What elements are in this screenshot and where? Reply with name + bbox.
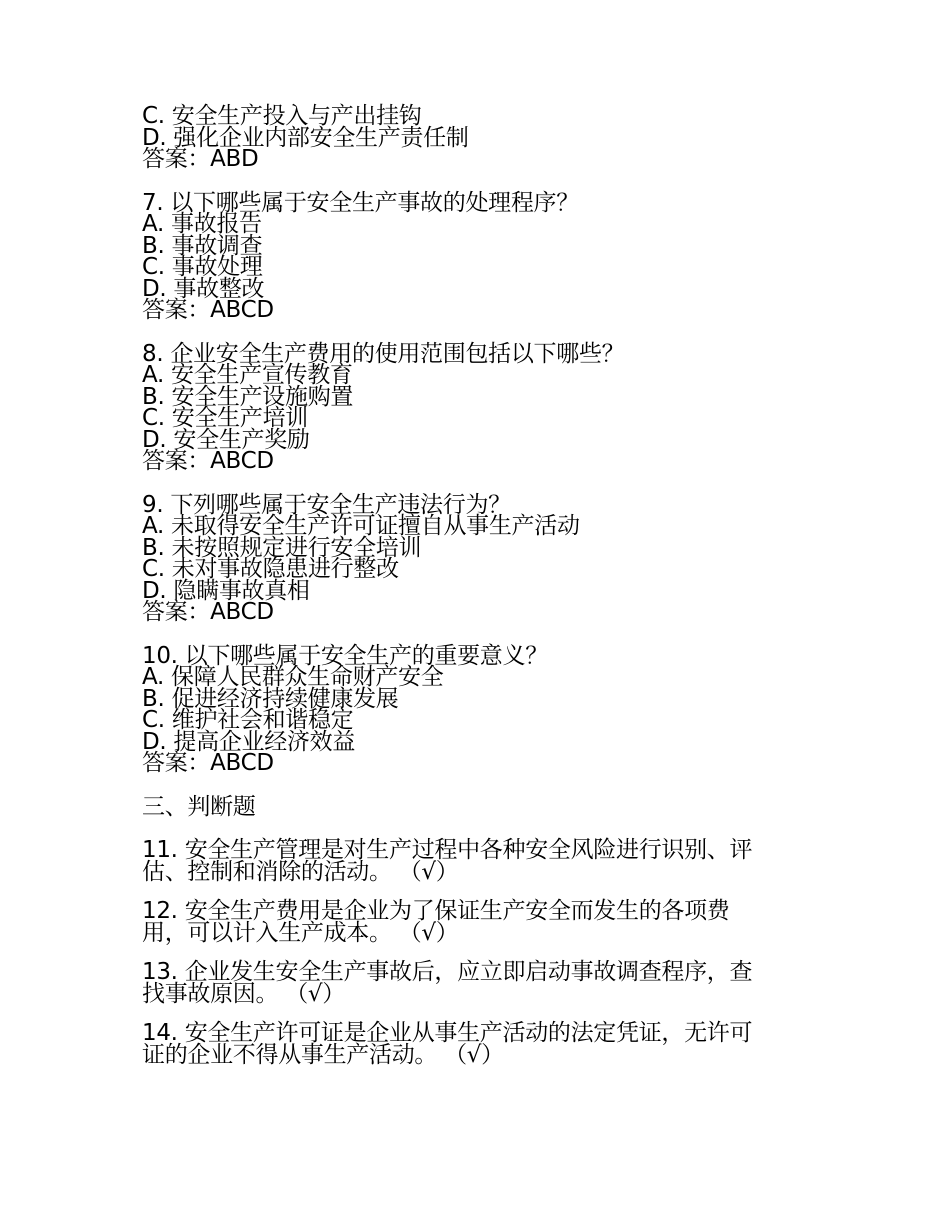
answer: 答案：ABCD — [142, 599, 274, 625]
tf-question-13 — [142, 959, 812, 1007]
tf-line-1: 13. 企业发生安全生产事故后，应立即启动事故调查程序，查 — [142, 959, 753, 985]
tf-line-2: 找事故原因。 （√） — [142, 980, 345, 1007]
option-c: C. 维护社会和谐稳定 — [142, 707, 354, 733]
option-c: C. 安全生产培训 — [142, 405, 308, 431]
tf-line-1: 11. 安全生产管理是对生产过程中各种安全风险进行识别、评 — [142, 837, 753, 863]
tf-question-11 — [142, 837, 812, 885]
option-c: C. 事故处理 — [142, 254, 263, 280]
answer: 答案：ABD — [142, 146, 259, 172]
tf-question-14 — [142, 1020, 812, 1068]
option-a: A. 保障人民群众生命财产安全 — [142, 664, 444, 690]
option-b: B. 安全生产设施购置 — [142, 383, 354, 410]
option-b: B. 未按照规定进行安全培训 — [142, 534, 422, 561]
question-8 — [142, 340, 812, 474]
question-10 — [142, 642, 812, 776]
tf-line-1: 14. 安全生产许可证是企业从事生产活动的法定凭证，无许可 — [142, 1020, 753, 1046]
document-page — [142, 103, 812, 1068]
tf-line-2: 证的企业不得从事生产活动。 （√） — [142, 1041, 504, 1068]
option-d: D. 事故整改 — [142, 275, 265, 302]
answer: 答案：ABCD — [142, 750, 274, 776]
tf-line-2: 估、控制和消除的活动。 （√） — [142, 858, 459, 885]
tf-line-1: 12. 安全生产费用是企业为了保证生产安全而发生的各项费 — [142, 898, 730, 924]
option-c: C. 安全生产投入与产出挂钩 — [142, 103, 422, 129]
question-text: 10. 以下哪些属于安全生产的重要意义？ — [142, 642, 548, 669]
question-6-tail — [142, 103, 812, 172]
option-c: C. 未对事故隐患进行整改 — [142, 556, 399, 582]
option-a: A. 未取得安全生产许可证擅自从事生产活动 — [142, 513, 580, 539]
tf-question-12 — [142, 898, 812, 946]
option-a: A. 事故报告 — [142, 211, 262, 237]
option-b: B. 促进经济持续健康发展 — [142, 685, 399, 712]
section-heading: 三、判断题 — [142, 793, 256, 820]
option-d: D. 强化企业内部安全生产责任制 — [142, 124, 469, 151]
option-d: D. 提高企业经济效益 — [142, 728, 356, 755]
option-d: D. 隐瞒事故真相 — [142, 577, 310, 604]
answer: 答案：ABCD — [142, 448, 274, 474]
option-b: B. 事故调查 — [142, 232, 263, 259]
question-9 — [142, 491, 812, 625]
option-d: D. 安全生产奖励 — [142, 426, 310, 453]
question-7 — [142, 189, 812, 323]
answer: 答案：ABCD — [142, 297, 274, 323]
question-text: 9. 下列哪些属于安全生产违法行为？ — [142, 491, 511, 518]
tf-line-2: 用，可以计入生产成本。 （√） — [142, 919, 459, 946]
question-text: 8. 企业安全生产费用的使用范围包括以下哪些？ — [142, 340, 625, 367]
option-a: A. 安全生产宣传教育 — [142, 362, 353, 388]
question-text: 7. 以下哪些属于安全生产事故的处理程序？ — [142, 189, 579, 216]
